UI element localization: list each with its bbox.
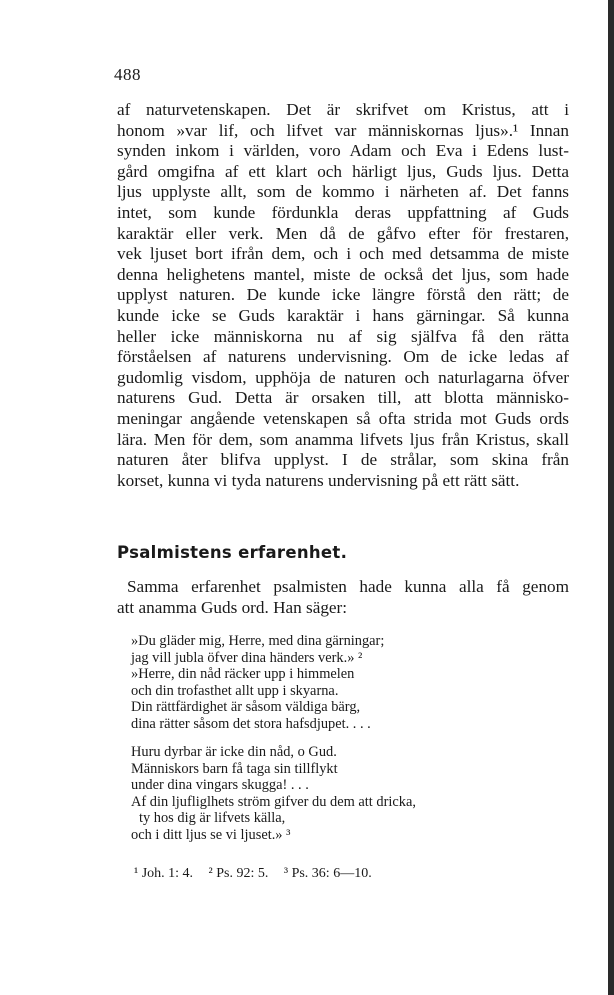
section-heading: Psalmistens erfarenhet. bbox=[117, 543, 348, 562]
footnote: ¹ Joh. 1: 4. bbox=[134, 866, 194, 881]
body-line: upplyst naturen. De kunde icke längre förstå den rätt; de bbox=[117, 285, 569, 305]
page-edge-border bbox=[608, 0, 614, 995]
footnotes bbox=[134, 866, 384, 882]
verse-line: och i ditt ljus se vi ljuset.» ³ bbox=[131, 826, 291, 843]
body-line: karaktär eller verk. Men då de gåfvo efter för frestaren, bbox=[117, 223, 569, 243]
page-number: 488 bbox=[114, 65, 141, 84]
body-paragraph bbox=[117, 100, 569, 491]
body-line: lära. Men för dem, som anamma lifvets ljus från Kristus, skall bbox=[117, 429, 569, 449]
body-line: kunde icke se Guds karaktär i hans gärningar. Så kunna bbox=[117, 305, 569, 325]
verse-line: Af din ljufliglhets ström gifver du dem att dricka, bbox=[131, 793, 416, 810]
body-line: naturens Gud. Detta är orsaken till, att blotta människo- bbox=[117, 388, 569, 408]
body-line: korset, kunna vi tyda naturens undervisning på ett rätt sätt. bbox=[117, 470, 520, 490]
footnote: ³ Ps. 36: 6—10. bbox=[283, 866, 372, 881]
intro-line: att anamma Guds ord. Han säger: bbox=[117, 598, 348, 617]
verse-line: under dina vingars skugga! . . . bbox=[131, 777, 309, 794]
body-line: honom »var lif, och lifvet var människornas ljus».¹ Innan bbox=[117, 120, 569, 140]
body-line: meningar angående vetenskapen så ofta strida mot Guds ords bbox=[117, 408, 569, 428]
section-intro bbox=[117, 576, 569, 618]
footnote: ² Ps. 92: 5. bbox=[208, 866, 269, 881]
verse-stanza-2 bbox=[131, 744, 531, 844]
body-line: förståelsen af naturens undervisning. Om de icke ledas af bbox=[117, 347, 569, 367]
body-line: naturen åter blifva upplyst. I de strålar, som skina från bbox=[117, 450, 569, 470]
verse-line: »Herre, din nåd räcker upp i himmelen bbox=[131, 666, 355, 683]
verse-line: dina rätter såsom det stora hafsdjupet. . . . bbox=[131, 715, 371, 732]
body-line: synden inkom i världen, voro Adam och Eva i Edens lust- bbox=[117, 141, 569, 161]
body-line: gård omgifna af ett klart och härligt ljus, Guds ljus. Detta bbox=[117, 161, 569, 181]
body-line: ljus upplyste allt, som de kommo i närheten af. Det fanns bbox=[117, 182, 569, 202]
body-line: gudomlig visdom, upphöja de naturen och naturlagarna öfver bbox=[117, 367, 569, 387]
verse-line: Människors barn få taga sin tillflykt bbox=[131, 760, 338, 777]
verse-line: och din trofasthet allt upp i skyarna. bbox=[131, 682, 339, 699]
verse-line: Huru dyrbar är icke din nåd, o Gud. bbox=[131, 744, 337, 760]
intro-line: Samma erfarenhet psalmisten hade kunna alla få genom bbox=[127, 577, 569, 596]
body-line: vek ljuset bort ifrån dem, och i och med detsamma de miste bbox=[117, 244, 569, 264]
body-line: intet, som kunde fördunkla deras uppfattning af Guds bbox=[117, 202, 569, 222]
body-line: heller icke människorna nu af sig själfva få den rätta bbox=[117, 326, 569, 346]
verse-line: »Du gläder mig, Herre, med dina gärningar; bbox=[131, 633, 385, 649]
body-line: af naturvetenskapen. Det är skrifvet om Kristus, att i bbox=[117, 100, 569, 119]
body-line: denna helighetens mantel, miste de också det ljus, som hade bbox=[117, 264, 569, 284]
verse-line: jag vill jubla öfver dina händers verk.» ² bbox=[131, 649, 363, 666]
verse-line: Din rättfärdighet är såsom väldiga bärg, bbox=[131, 699, 361, 716]
verse-stanza-1 bbox=[131, 633, 531, 733]
verse-line: ty hos dig är lifvets källa, bbox=[139, 810, 286, 827]
